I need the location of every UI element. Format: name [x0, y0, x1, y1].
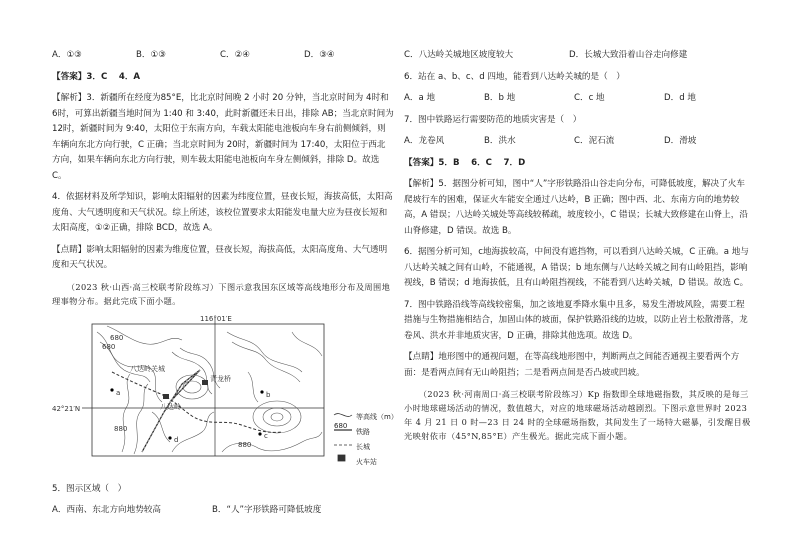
legend-railway: 铁路 [356, 427, 370, 436]
point-b-label: b [266, 390, 271, 399]
question-5: 5．图示区域（ ） [52, 483, 127, 494]
option-b: B．洪水 [484, 136, 516, 146]
analysis-4: 4．依据材料及所学知识，影响太阳辐射的因素为纬度位置，昼夜长短，海拔高低，太阳高度角、大气透明度和天气状况。综上所述，该校位置要求太阳能发电量大应为昼夜长短和太阳高度，①②正确，排除 BCD，故选 A。 [52, 192, 393, 233]
option-a: A．a 地 [404, 93, 436, 103]
point-c-label: c [264, 431, 268, 440]
option-a: A．龙卷风 [404, 136, 445, 146]
answer-5-7: 【答案】5．B 6．C 7．D [404, 157, 526, 168]
dianqing-1: 【点睛】影响太阳辐射的因素为维度位置，昼夜长短，海拔高低，太阳高度角、大气透明度和天气状况。 [52, 244, 388, 270]
option-b: B．①③ [136, 50, 166, 60]
material-intro: （2023 秋·山西·高三校联考阶段练习）下图示意我国东区域等高线地形分布及周围地理事物分布。据此完成下面小题。 [52, 281, 391, 306]
contour-label: 680 [110, 333, 124, 342]
legend-station: 火车站 [356, 457, 377, 466]
legend-great-wall: 长城 [356, 442, 370, 451]
question-7-options [404, 134, 752, 150]
question-5-options-cd [404, 48, 752, 64]
analysis-6: 6．据图分析可知，c地海拔较高，中间没有遮挡物，可以看到八达岭关城，C 正确。a 地与八达岭关城之间有山岭，不能通视，A 错误；b 地东侧与八达岭关城之间有山岭阻挡，影响视线，B 错误；d 地海拔低，且有山岭阻挡视线，不能看到八达岭关城，D 错误。故选 C。 [404, 247, 749, 288]
left-column [52, 48, 398, 519]
point-d-label: d [174, 435, 179, 444]
contour-label: 680 [102, 342, 116, 351]
place-label-badaling: 八达岭 [160, 402, 181, 411]
material-intro-2: （2023 秋·河南周口·高三校联考阶段练习）Kp 指数即全球地磁指数，其反映的是每三小时地球磁场活动的情况，数值越大，对应的地球磁场活动越剧烈。下图示意世界时 2023 年 4 月 21 日 0 时—23 日 24 时的全球磁场指数，其间发生了一场特大磁暴，引发醒目极光映射依市（45°N,85°E）产生极光。据此完成下面小题。 [404, 389, 751, 441]
option-d: D．③④ [304, 50, 335, 60]
option-a: A．①③ [52, 50, 82, 60]
point-a-label: a [116, 388, 121, 397]
question-6: 6．站在 a、b、c、d 四地，能看到八达岭关城的是（ ） [404, 71, 625, 82]
option-d: D．d 地 [664, 93, 696, 103]
legend-contour-value: 680 [334, 421, 348, 430]
option-c: C．c 地 [574, 93, 605, 103]
analysis-3: 【解析】3．新疆所在经度为85°E，比北京时间晚 2 小时 20 分钟，当北京时间为 4时和 6时，可算出新疆当地时间为 1:40 和 3:40，此时新疆还未日出，排除 AB；当北京时间为 12时，新疆时间为 9:40，太阳位于东南方向，车载太阳能电池板向车身右前侧倾斜，则车辆向东北方向行驶，C 正确；当北京时间为 20时，新疆时间为 17:40，太阳位于西北方向，如果车辆向东北方向行驶，则车载太阳能电池板向车身左侧倾斜，排除 D。故选 C。 [52, 93, 394, 181]
option-c: C．泥石流 [574, 136, 615, 146]
analysis-5: 【解析】5．据图分析可知，图中“人”字形铁路沿山谷走向分布，可降低坡度，解决了火车爬坡行车的困难，保证火车能安全通过八达岭，B 正确；图中西、北、东南方向的地势较高，A 错误；八达岭关城处等高线较稀疏，坡度较小，C 错误；长城大致修建在山脊上，沿山脊修建，D 错误。故选 B。 [404, 179, 748, 236]
contour-map-figure [52, 312, 394, 482]
question-7: 7．图中铁路运行需要防范的地质灾害是（ ） [404, 114, 582, 125]
topographic-map [52, 312, 398, 482]
latitude-label: 42°21′N [52, 404, 81, 413]
option-b: B．“人”字形铁路可降低坡度 [212, 505, 322, 515]
option-c: C．②④ [220, 50, 251, 60]
legend-contour: 等高线（m） [356, 412, 398, 421]
question-5-options-ab [52, 503, 394, 519]
answer-3-4: 【答案】3．C 4．A [52, 71, 141, 82]
contour-label: 880 [238, 440, 252, 449]
question-6-options [404, 91, 752, 107]
place-label-qinglongqiao: 青龙桥 [210, 374, 231, 383]
place-label-badaling-pass: 八达岭关城 [130, 364, 165, 373]
dianqing-2: 【点睛】地形图中的通视问题，在等高线地形图中，判断两点之间能否通视主要看两个方面：是看两点间有无山岭阻挡；二是看两点间是否凸坡或凹坡。 [404, 352, 740, 378]
option-d: D．长城大致沿着山谷走向修建 [569, 50, 688, 60]
option-c: C．八达岭关城地区坡度较大 [404, 50, 514, 60]
right-column [404, 48, 752, 443]
longitude-label: 116°01′E [200, 314, 232, 323]
previous-question-options [52, 48, 394, 64]
option-a: A．西南、东北方向地势较高 [52, 505, 162, 515]
contour-label: 880 [114, 424, 128, 433]
analysis-7: 7．图中铁路沿线等高线较密集，加之该地夏季降水集中且多，易发生滑坡风险，需要工程措施与生物措施相结合，加固山体的坡面，保护铁路沿线的边坡，以防止岩土松散滑落，龙卷风、洪水并非地质灾害，D 正确，排除其他选项。故选 D。 [404, 299, 748, 341]
option-d: D．滑坡 [664, 136, 697, 146]
option-b: B．b 地 [484, 93, 516, 103]
